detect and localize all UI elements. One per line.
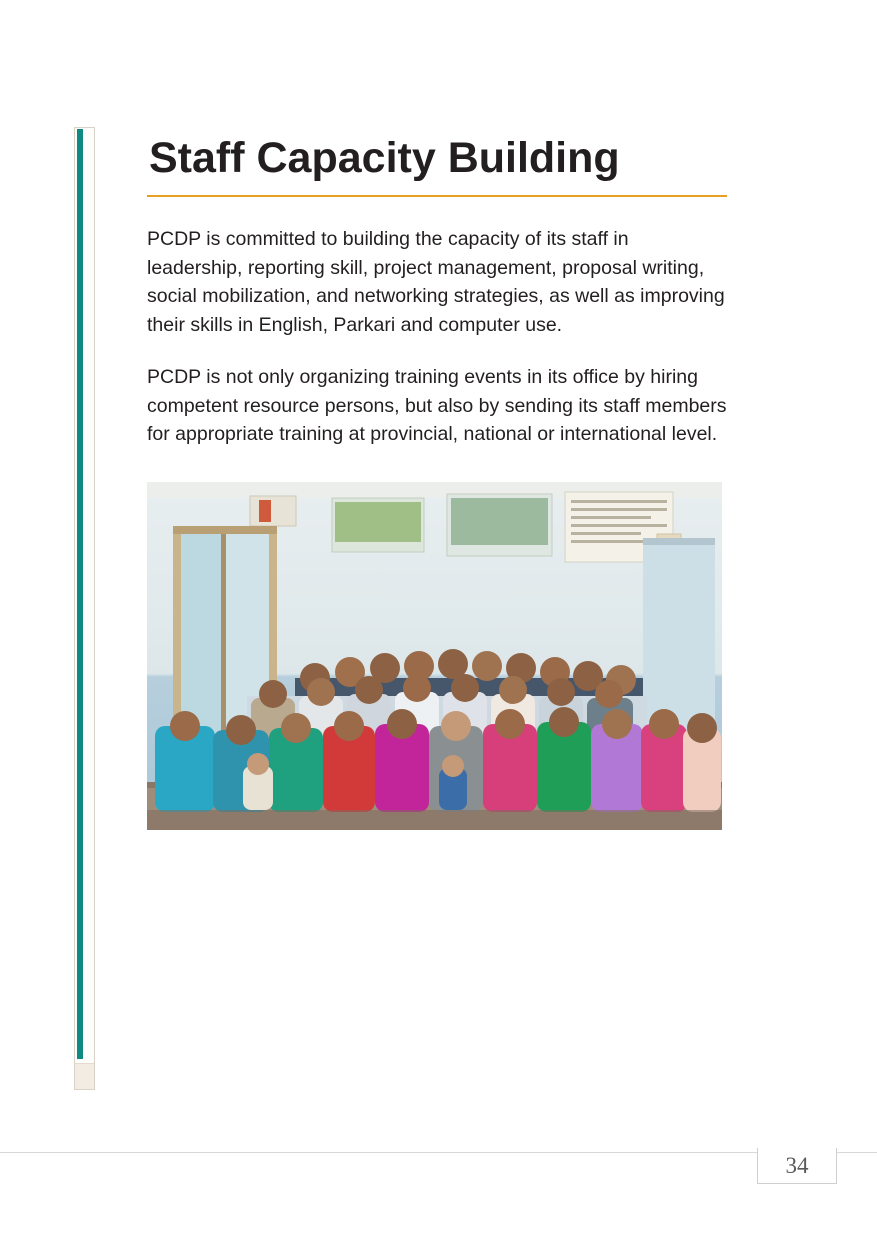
group-photo — [147, 482, 722, 830]
group-photo-illustration — [147, 482, 722, 830]
page-side-bar — [74, 127, 96, 1090]
page-number: 34 — [785, 1152, 809, 1178]
body-paragraph-1: PCDP is committed to building the capacity of its staff in leadership, reporting skill, project management, proposal writing, social mobilization, and networking strategies, as well as improving their skills in English, Parkari and computer use. — [147, 228, 725, 336]
side-bar-teal-stripe — [77, 129, 83, 1059]
body-paragraph-2: PCDP is not only organizing training events in its office by hiring competent resource persons, but also by sending its staff members for appropriate training at provincial, national or international level. — [147, 366, 727, 446]
title-underline — [147, 195, 727, 197]
page-content — [147, 136, 727, 830]
page-number-box — [757, 1148, 837, 1184]
page-title: Staff Capacity Building — [149, 134, 620, 182]
side-bar-foot — [75, 1063, 94, 1089]
footer-divider — [0, 1152, 877, 1153]
